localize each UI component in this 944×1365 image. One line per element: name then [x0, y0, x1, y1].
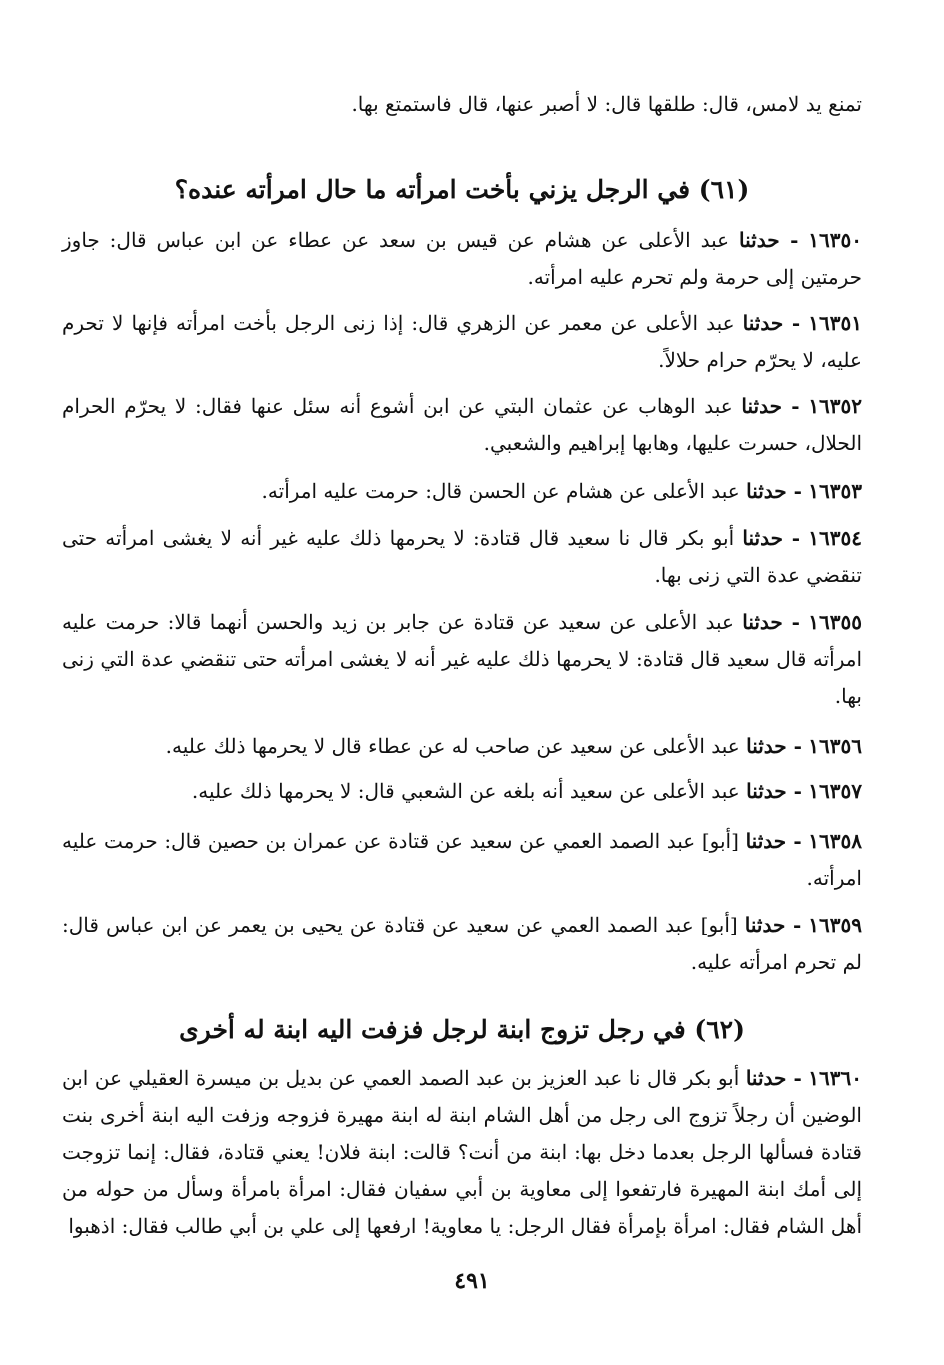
entry-text: أبو بكر قال نا عبد العزيز بن عبد الصمد العمي عن بديل بن ميسرة العقيلي عن ابن الوضين أن رجلاً تزوج الى رجل من أهل الشام ابنة له ابنة مهيرة فزوجه وزفت اليه ابنة أخرى بنت قتادة فسألها الرجل بعدما دخل بها: ابنة من أنت؟ قالت: ابنة فلان! يعني قتادة، فقال: إنما تزوجت إلى أمك ابنة المهيرة فارتفعوا إلى معاوية بن أبي سفيان فقال: امرأة بامرأة وسأل من حوله من أهل الشام فقال: امرأة بإمرأة فقال الرجل: يا معاوية! ارفعها إلى علي بن أبي طالب فقال: اذهبوا	[62, 1066, 862, 1238]
entry-16355	[62, 604, 862, 715]
entry-lead: - حدثنا	[746, 479, 802, 503]
entry-number: ١٦٣٥٨	[808, 829, 863, 853]
entry-16357	[62, 773, 862, 810]
entry-16356	[62, 728, 862, 765]
entry-lead: - حدثنا	[739, 228, 799, 252]
entry-text: عبد الوهاب عن عثمان البتي عن ابن أشوع أنه سئل عنها فقال: لا يحرّم الحرام الحلال، حسرت عليها، وهابها إبراهيم والشعبي.	[62, 394, 862, 455]
entry-16353	[62, 473, 862, 510]
entry-number: ١٦٣٥٣	[808, 479, 862, 503]
entry-lead: - حدثنا	[741, 394, 800, 418]
entry-lead: - حدثنا	[742, 610, 800, 634]
intro-line	[62, 86, 862, 123]
entry-number: ١٦٣٥٠	[808, 228, 863, 252]
entry-text: [أبو] عبد الصمد العمي عن سعيد عن قتادة عن يحيى بن يعمر عن ابن عباس قال: لم تحرم امرأته عليه.	[62, 913, 862, 974]
section-61-title: (٦١) في الرجل يزني بأخت امرأته ما حال امرأته عنده؟	[174, 175, 750, 204]
entry-16354	[62, 520, 862, 594]
entry-lead: - حدثنا	[742, 311, 801, 335]
entry-number: ١٦٣٥٦	[808, 734, 862, 758]
entry-lead: - حدثنا	[746, 734, 802, 758]
entry-text: عبد الأعلى عن هشام عن قيس بن سعد عن عطاء عن ابن عباس قال: جاوز حرمتين إلى حرمة ولم تحرم عليه امرأته.	[62, 228, 862, 289]
section-62-heading	[62, 1010, 862, 1050]
entry-16360	[62, 1060, 862, 1245]
entry-16359	[62, 907, 862, 981]
section-61-heading	[62, 170, 862, 210]
page-number	[0, 1268, 944, 1294]
entry-lead: - حدثنا	[746, 779, 802, 803]
entry-text: عبد الأعلى عن هشام عن الحسن قال: حرمت عليه امرأته.	[261, 479, 740, 503]
entry-16358	[62, 823, 862, 897]
entry-number: ١٦٣٥١	[808, 311, 862, 335]
entry-number: ١٦٣٦٠	[808, 1066, 863, 1090]
entry-number: ١٦٣٥٤	[808, 526, 862, 550]
entry-number: ١٦٣٥٥	[808, 610, 863, 634]
entry-lead: - حدثنا	[744, 913, 802, 937]
entry-text: [أبو] عبد الصمد العمي عن سعيد عن قتادة عن عمران بن حصين قال: حرمت عليه امرأته.	[62, 829, 862, 890]
entry-lead: - حدثنا	[745, 1066, 802, 1090]
entry-text: عبد الأعلى عن معمر عن الزهري قال: إذا زنى الرجل بأخت امرأته فإنها لا تحرم عليه، لا يحرّم حرام حلالاً.	[62, 311, 862, 372]
entry-lead: - حدثنا	[742, 526, 801, 550]
entry-text: عبد الأعلى عن سعيد أنه بلغه عن الشعبي قال: لا يحرمها ذلك عليه.	[191, 779, 740, 803]
entry-number: ١٦٣٥٧	[808, 779, 862, 803]
intro-text: تمنع يد لامس، قال: طلقها قال: لا أصبر عنها، قال فاستمتع بها.	[351, 92, 862, 116]
entry-number: ١٦٣٥٢	[808, 394, 863, 418]
entry-16352	[62, 388, 862, 462]
entry-text: عبد الأعلى عن سعيد عن صاحب له عن عطاء قال لا يحرمها ذلك عليه.	[165, 734, 740, 758]
entry-lead: - حدثنا	[745, 829, 802, 853]
entry-16351	[62, 305, 862, 379]
entry-number: ١٦٣٥٩	[808, 913, 863, 937]
entry-text: عبد الأعلى عن سعيد عن قتادة عن جابر بن زيد والحسن أنهما قالا: حرمت عليه امرأته قال سعيد قال قتادة: لا يحرمها ذلك عليه غير أنه لا يغشى امرأته حتى تنقضي عدة التي زنى بها.	[62, 610, 862, 708]
entry-16350	[62, 222, 862, 296]
page-number-text: ٤٩١	[454, 1268, 490, 1294]
section-62-title: (٦٢) في رجل تزوج ابنة لرجل فزفت اليه ابنة له أخرى	[179, 1015, 745, 1044]
entry-text: أبو بكر قال نا سعيد قال قتادة: لا يحرمها ذلك عليه غير أنه لا يغشى امرأته حتى تنقضي عدة التي زنى بها.	[62, 526, 862, 587]
